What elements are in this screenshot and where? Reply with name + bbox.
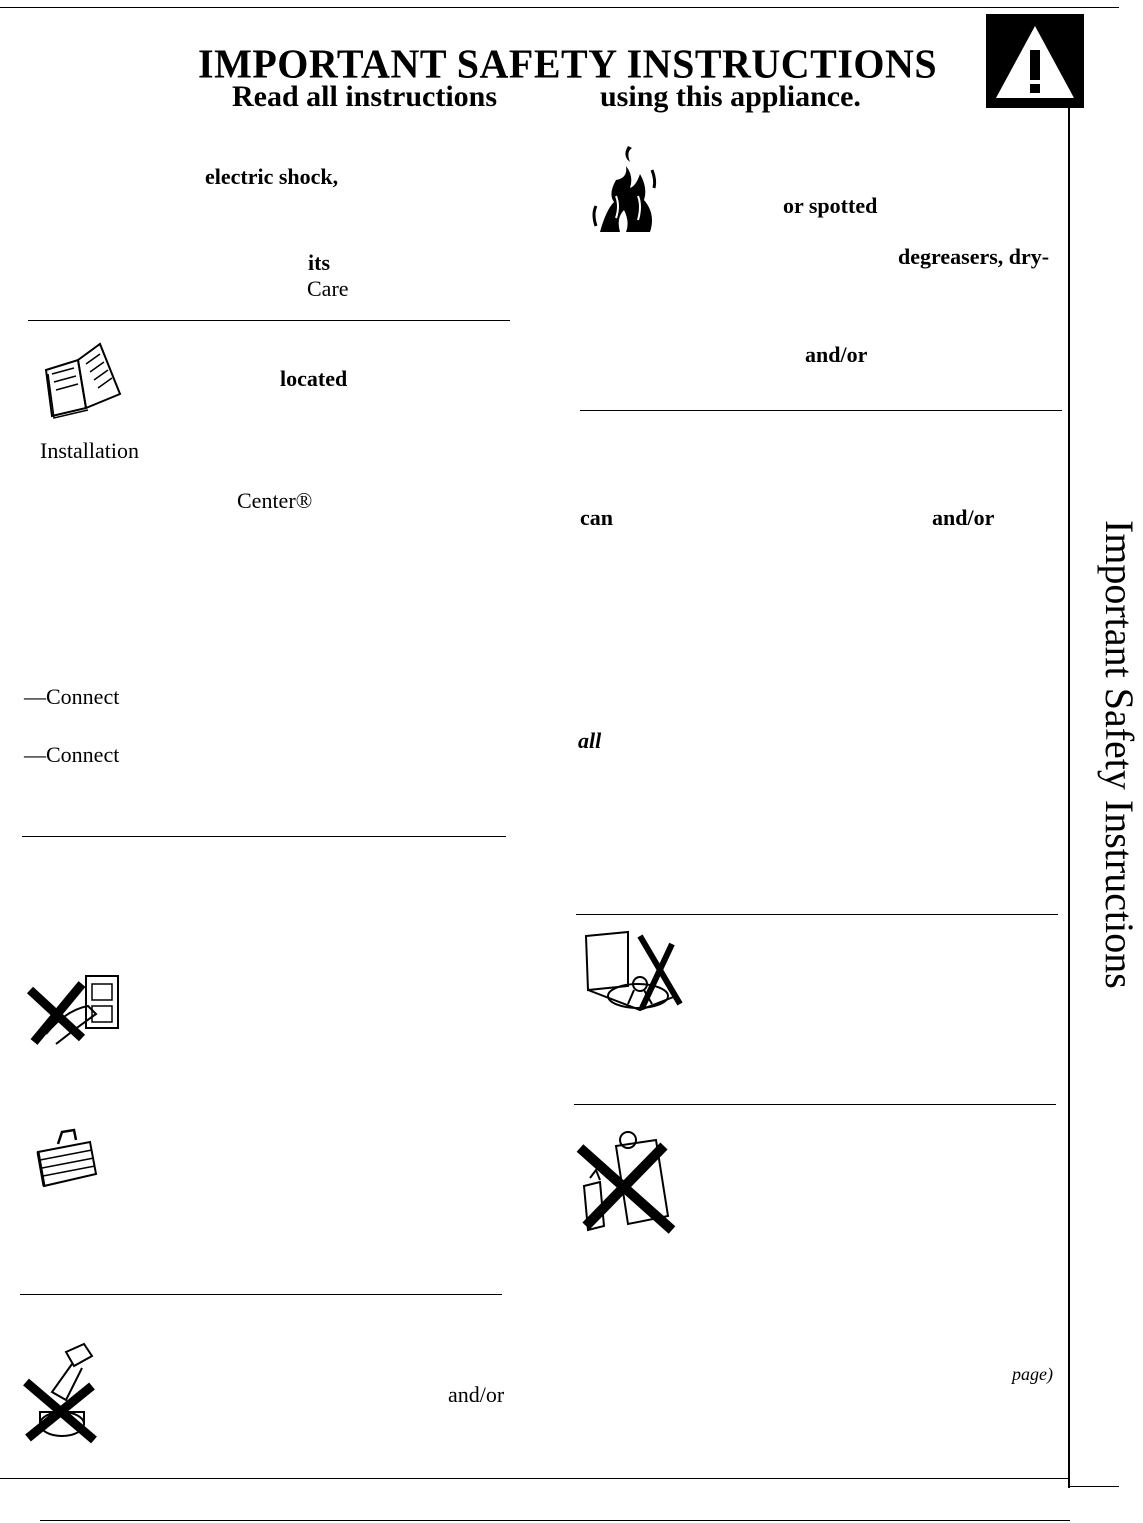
text-center: Center® xyxy=(237,488,313,513)
section-divider xyxy=(576,914,1058,915)
no-flammable-liquids-icon xyxy=(22,1342,102,1442)
open-manual-icon xyxy=(38,338,128,418)
text-its: its xyxy=(308,250,330,275)
text-located: located xyxy=(280,366,348,391)
fire-icon xyxy=(586,140,666,240)
side-tab-border xyxy=(1068,108,1070,1488)
warning-badge xyxy=(986,14,1084,108)
section-divider xyxy=(28,320,510,321)
text-connect-2: —Connect xyxy=(24,742,120,767)
no-unplug-icon xyxy=(26,970,126,1050)
side-tab-label: Important Safety Instructions xyxy=(1097,520,1142,989)
text-page: page) xyxy=(1012,1364,1053,1384)
text-andor-right-2: and/or xyxy=(932,505,995,530)
top-border xyxy=(0,7,1119,8)
no-chemicals-icon xyxy=(576,1126,686,1236)
text-installation: Installation xyxy=(40,438,139,463)
text-degreasers: degreasers, dry- xyxy=(898,244,1050,269)
toolbox-icon xyxy=(32,1126,102,1196)
page-subtitle-right: using this appliance. xyxy=(600,80,861,113)
text-can: can xyxy=(580,505,613,530)
text-or-spotted: or spotted xyxy=(783,193,878,218)
section-divider xyxy=(580,410,1062,411)
text-connect-1: —Connect xyxy=(24,684,120,709)
page-title: IMPORTANT SAFETY INSTRUCTIONS xyxy=(198,40,938,87)
section-divider xyxy=(20,1294,502,1295)
section-divider xyxy=(574,1104,1056,1105)
page-subtitle-left: Read all instructions xyxy=(232,80,498,113)
text-andor-left: and/or xyxy=(448,1382,505,1407)
side-tab-bottom xyxy=(1068,1486,1119,1487)
warning-triangle-icon xyxy=(986,14,1084,108)
no-climbing-in-dryer-icon xyxy=(580,926,690,1016)
text-care: Care xyxy=(307,276,349,301)
footer-rule xyxy=(40,1520,1070,1521)
text-electric-shock: electric shock, xyxy=(205,164,339,189)
text-andor-right-1: and/or xyxy=(805,342,868,367)
section-divider xyxy=(22,836,506,837)
text-all: all xyxy=(578,728,602,753)
bottom-border xyxy=(0,1478,1068,1479)
